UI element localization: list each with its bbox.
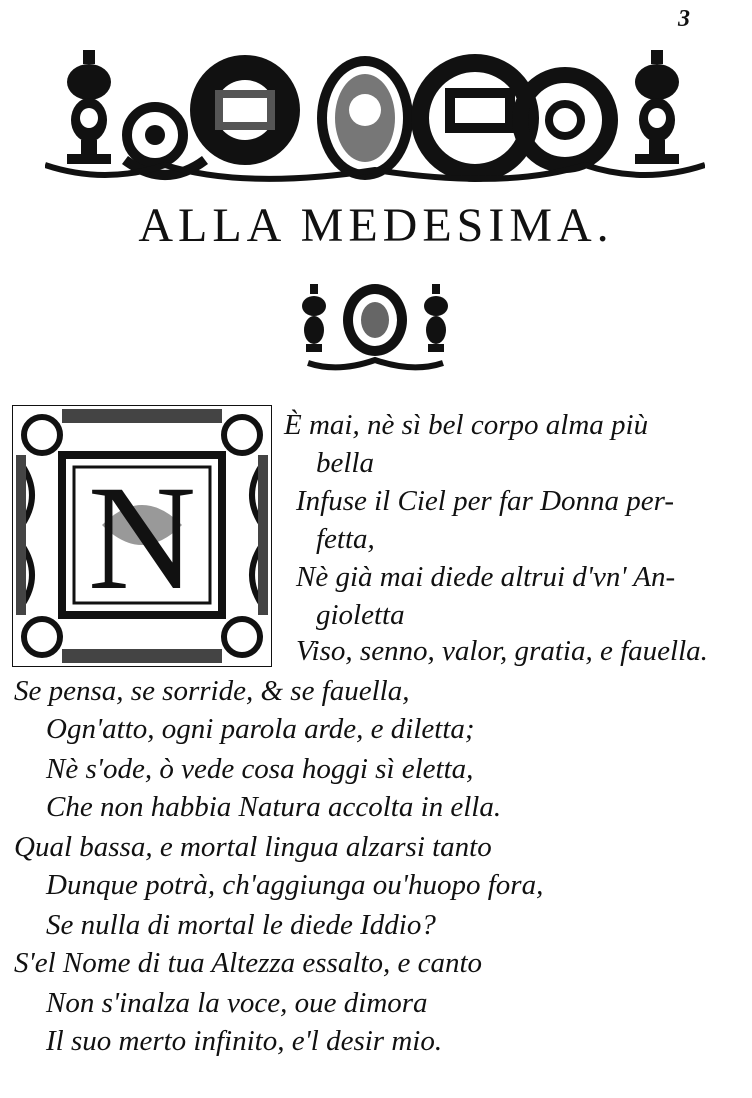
poem-line: Viso, senno, valor, gratia, e fauella.	[296, 635, 708, 667]
poem-line: S'el Nome di tua Altezza essalto, e canto	[14, 947, 483, 979]
title-ornament	[298, 278, 453, 373]
drop-cap-initial	[12, 405, 272, 667]
drop-cap-letter: N	[87, 455, 197, 621]
poem-line: Il suo merto infinito, e'l desir mio.	[46, 1025, 443, 1057]
poem-line: Che non habbia Natura accolta in ella.	[46, 791, 502, 823]
poem-line: Non s'inalza la voce, oue dimora	[46, 987, 428, 1019]
poem-line: Se nulla di mortal le diede Iddio?	[46, 909, 436, 941]
poem-line: Ogn'atto, ogni parola arde, e diletta;	[46, 713, 475, 745]
poem-line: Qual bassa, e mortal lingua alzarsi tanto	[14, 831, 492, 863]
poem-line: È mai, nè sì bel corpo alma più	[284, 409, 649, 441]
page-number: 3	[678, 6, 690, 32]
poem-line: bella	[316, 447, 374, 479]
poem-line: Nè s'ode, ò vede cosa hoggi sì eletta,	[46, 753, 474, 785]
poem-line: Nè già mai diede altrui d'vn' An-	[296, 561, 676, 593]
poem-line: fetta,	[316, 523, 375, 555]
poem-line: Se pensa, se sorride, & se fauella,	[14, 675, 410, 707]
page-title: ALLA MEDESIMA.	[138, 199, 614, 252]
poem-line: Dunque potrà, ch'aggiunga ou'huopo fora,	[46, 869, 544, 901]
headpiece-ornament	[45, 40, 705, 190]
poem-line: gioletta	[316, 599, 405, 631]
poem-line: Infuse il Ciel per far Donna per-	[296, 485, 674, 517]
